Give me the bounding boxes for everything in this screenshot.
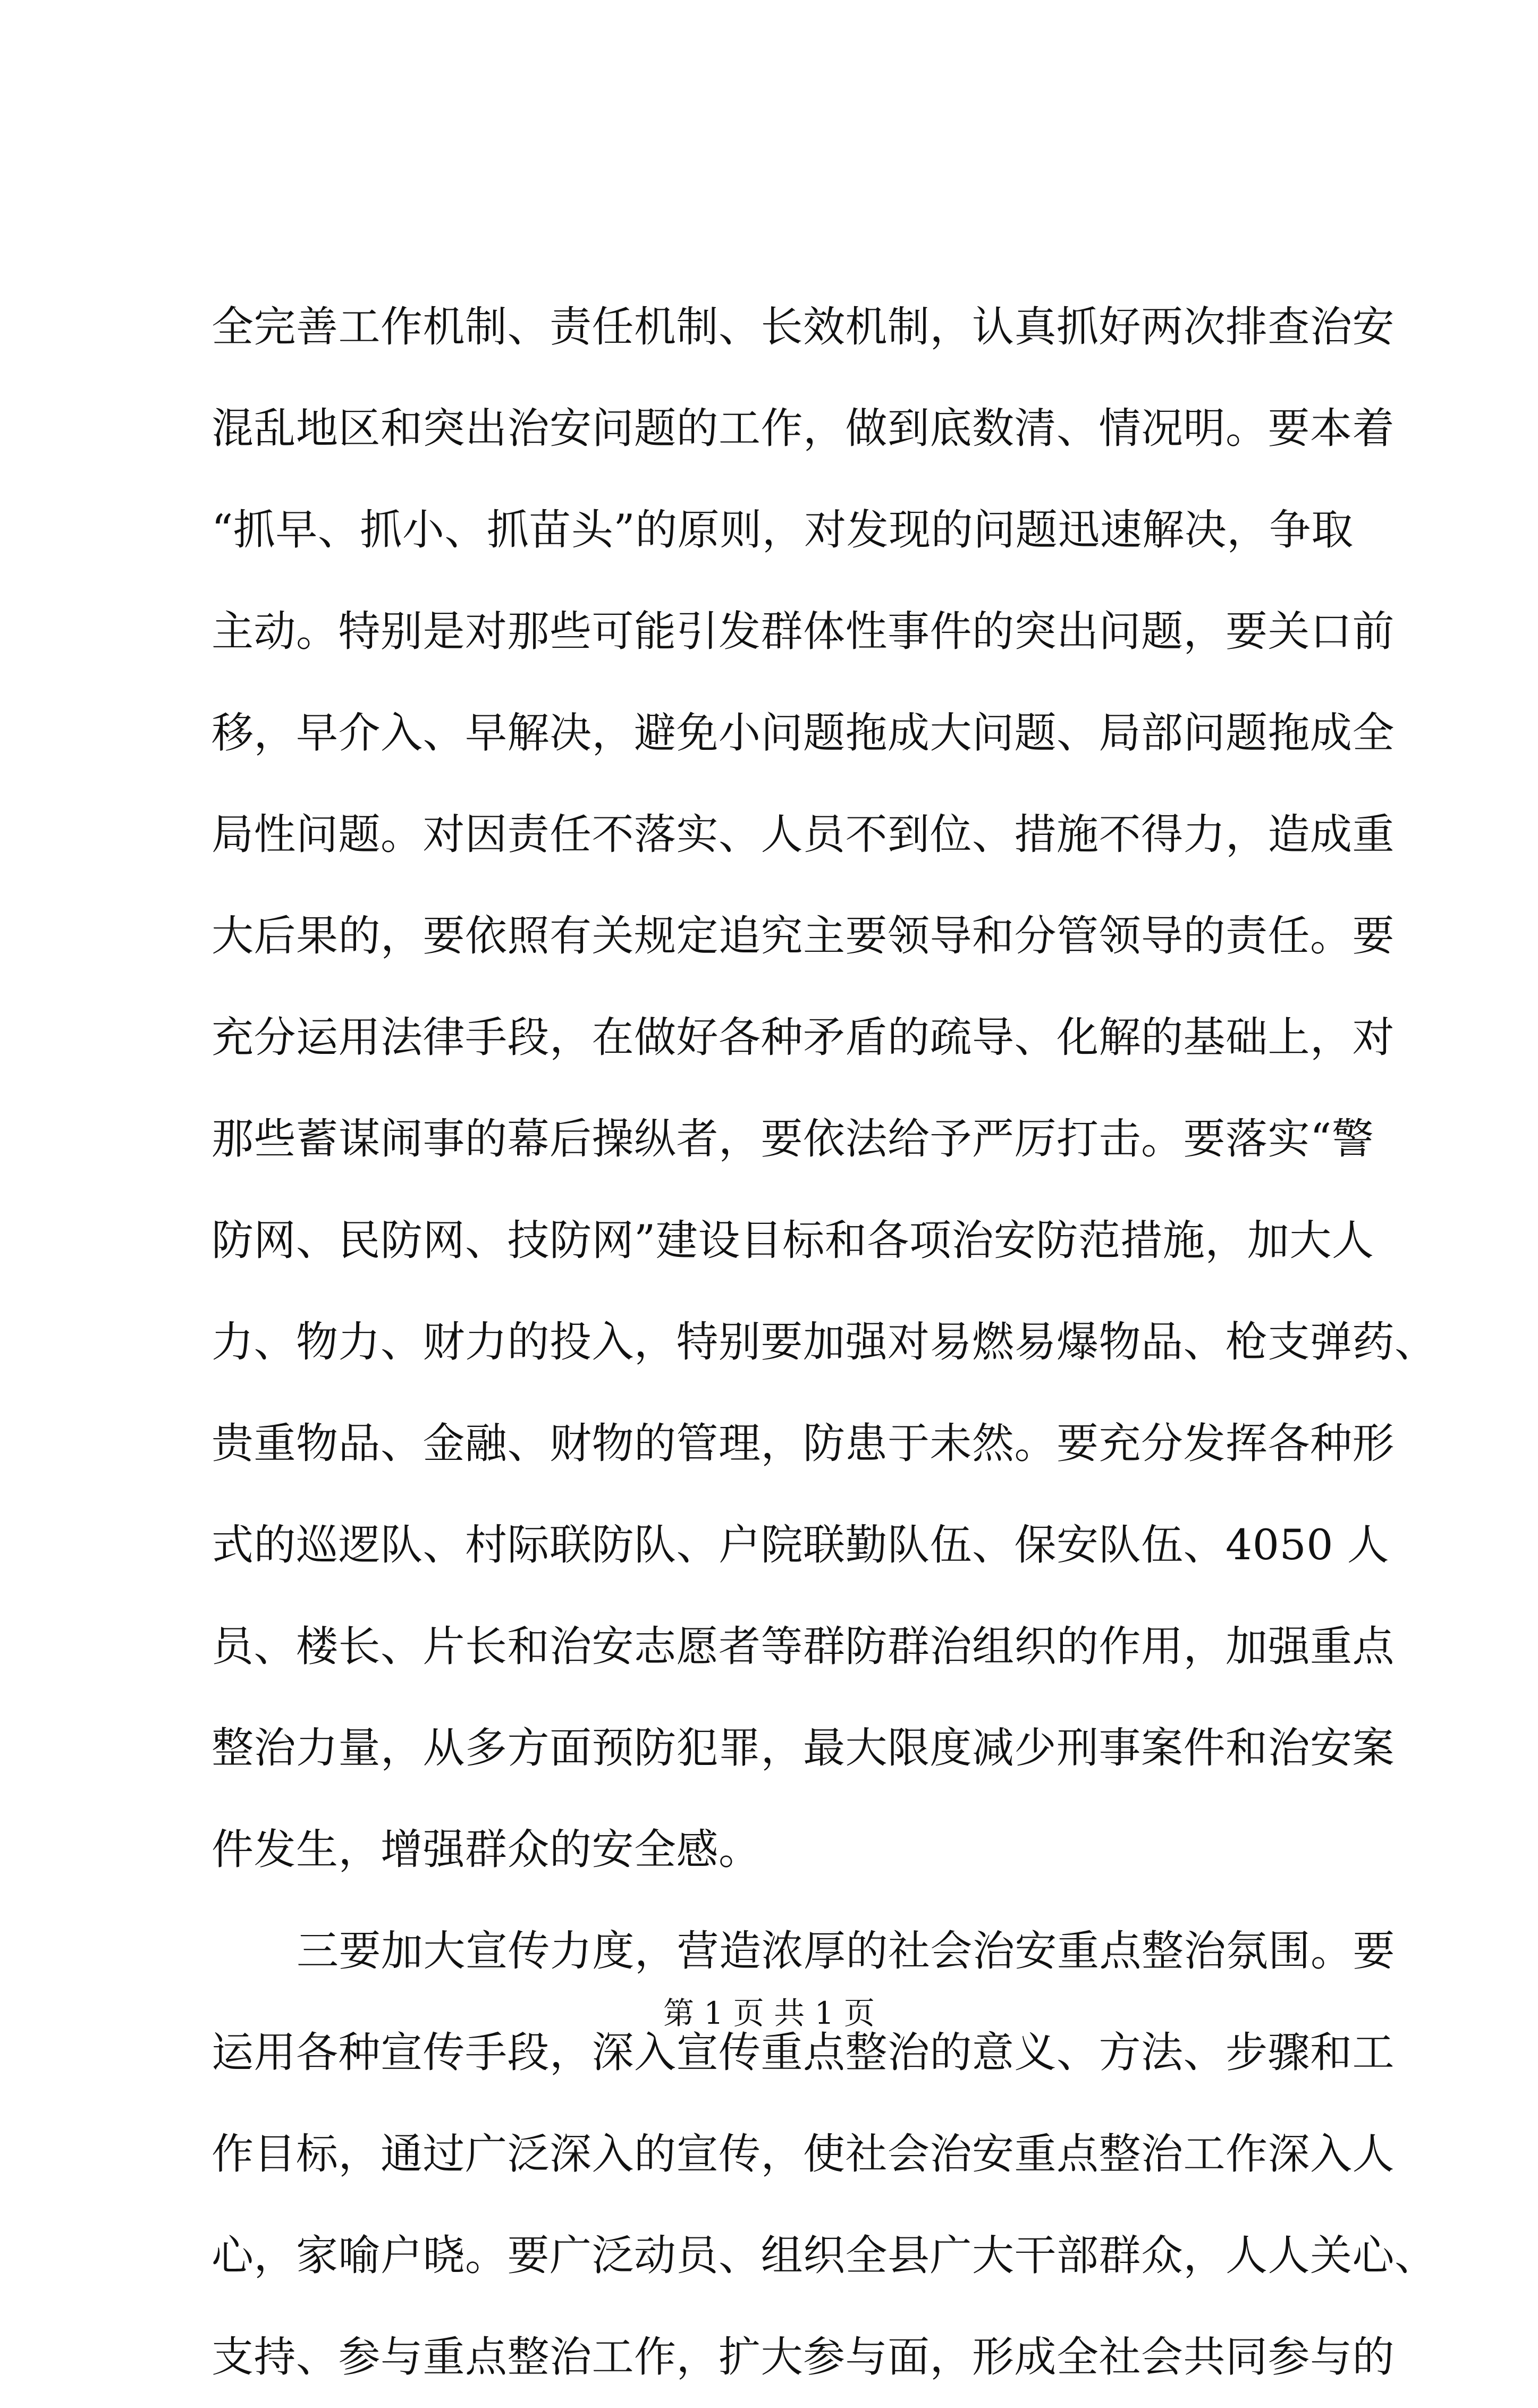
text-line-11: 力、物力、财力的投入，特别要加强对易燃易爆物品、枪支弹药、 [212, 1317, 1437, 1366]
text-line-8: 充分运用法律手段，在做好各种矛盾的疏导、化解的基础上，对 [212, 1013, 1395, 1062]
text-line-10: 防网、民防网、技防网”建设目标和各项治安防范措施，加大人 [212, 1216, 1374, 1265]
text-line-3: “抓早、抓小、抓苗头”的原则，对发现的问题迅速解决，争取 [212, 505, 1354, 554]
text-line-7: 大后果的，要依照有关规定追究主要领导和分管领导的责任。要 [212, 911, 1395, 960]
page-number-label: 第 1 页 共 1 页 [663, 1995, 875, 2031]
text-line-4: 主动。特别是对那些可能引发群体性事件的突出问题，要关口前 [212, 607, 1395, 656]
text-line-14: 员、楼长、片长和治安志愿者等群防群治组织的作用，加强重点 [212, 1622, 1395, 1671]
text-line-16: 件发生，增强群众的安全感。 [212, 1825, 761, 1874]
text-line-5: 移，早介入、早解决，避免小问题拖成大问题、局部问题拖成全 [212, 708, 1395, 757]
text-line-1: 全完善工作机制、责任机制、长效机制，认真抓好两次排查治安 [212, 302, 1395, 351]
page-footer [0, 1992, 1538, 2034]
text-line-9: 那些蓄谋闹事的幕后操纵者，要依法给予严厉打击。要落实“警 [212, 1114, 1374, 1163]
text-line-12: 贵重物品、金融、财物的管理，防患于未然。要充分发挥各种形 [212, 1419, 1395, 1468]
text-line-2: 混乱地区和突出治安问题的工作，做到底数清、情况明。要本着 [212, 404, 1395, 453]
text-line-18: 运用各种宣传手段，深入宣传重点整治的意义、方法、步骤和工 [212, 2028, 1395, 2077]
text-line-20: 心，家喻户晓。要广泛动员、组织全县广大干部群众，人人关心、 [212, 2231, 1437, 2280]
text-line-19: 作目标，通过广泛深入的宣传，使社会治安重点整治工作深入人 [212, 2130, 1395, 2178]
text-line-6: 局性问题。对因责任不落实、人员不到位、措施不得力，造成重 [212, 810, 1395, 859]
text-line-17: 三要加大宣传力度，营造浓厚的社会治安重点整治氛围。要 [297, 1927, 1395, 1975]
body-text [212, 276, 1437, 2408]
text-line-21: 支持、参与重点整治工作，扩大参与面，形成全社会共同参与的 [212, 2333, 1395, 2381]
text-line-15: 整治力量，从多方面预防犯罪，最大限度减少刑事案件和治安案 [212, 1723, 1395, 1772]
text-line-13: 式的巡逻队、村际联防队、户院联勤队伍、保安队伍、4050 人 [212, 1520, 1390, 1569]
